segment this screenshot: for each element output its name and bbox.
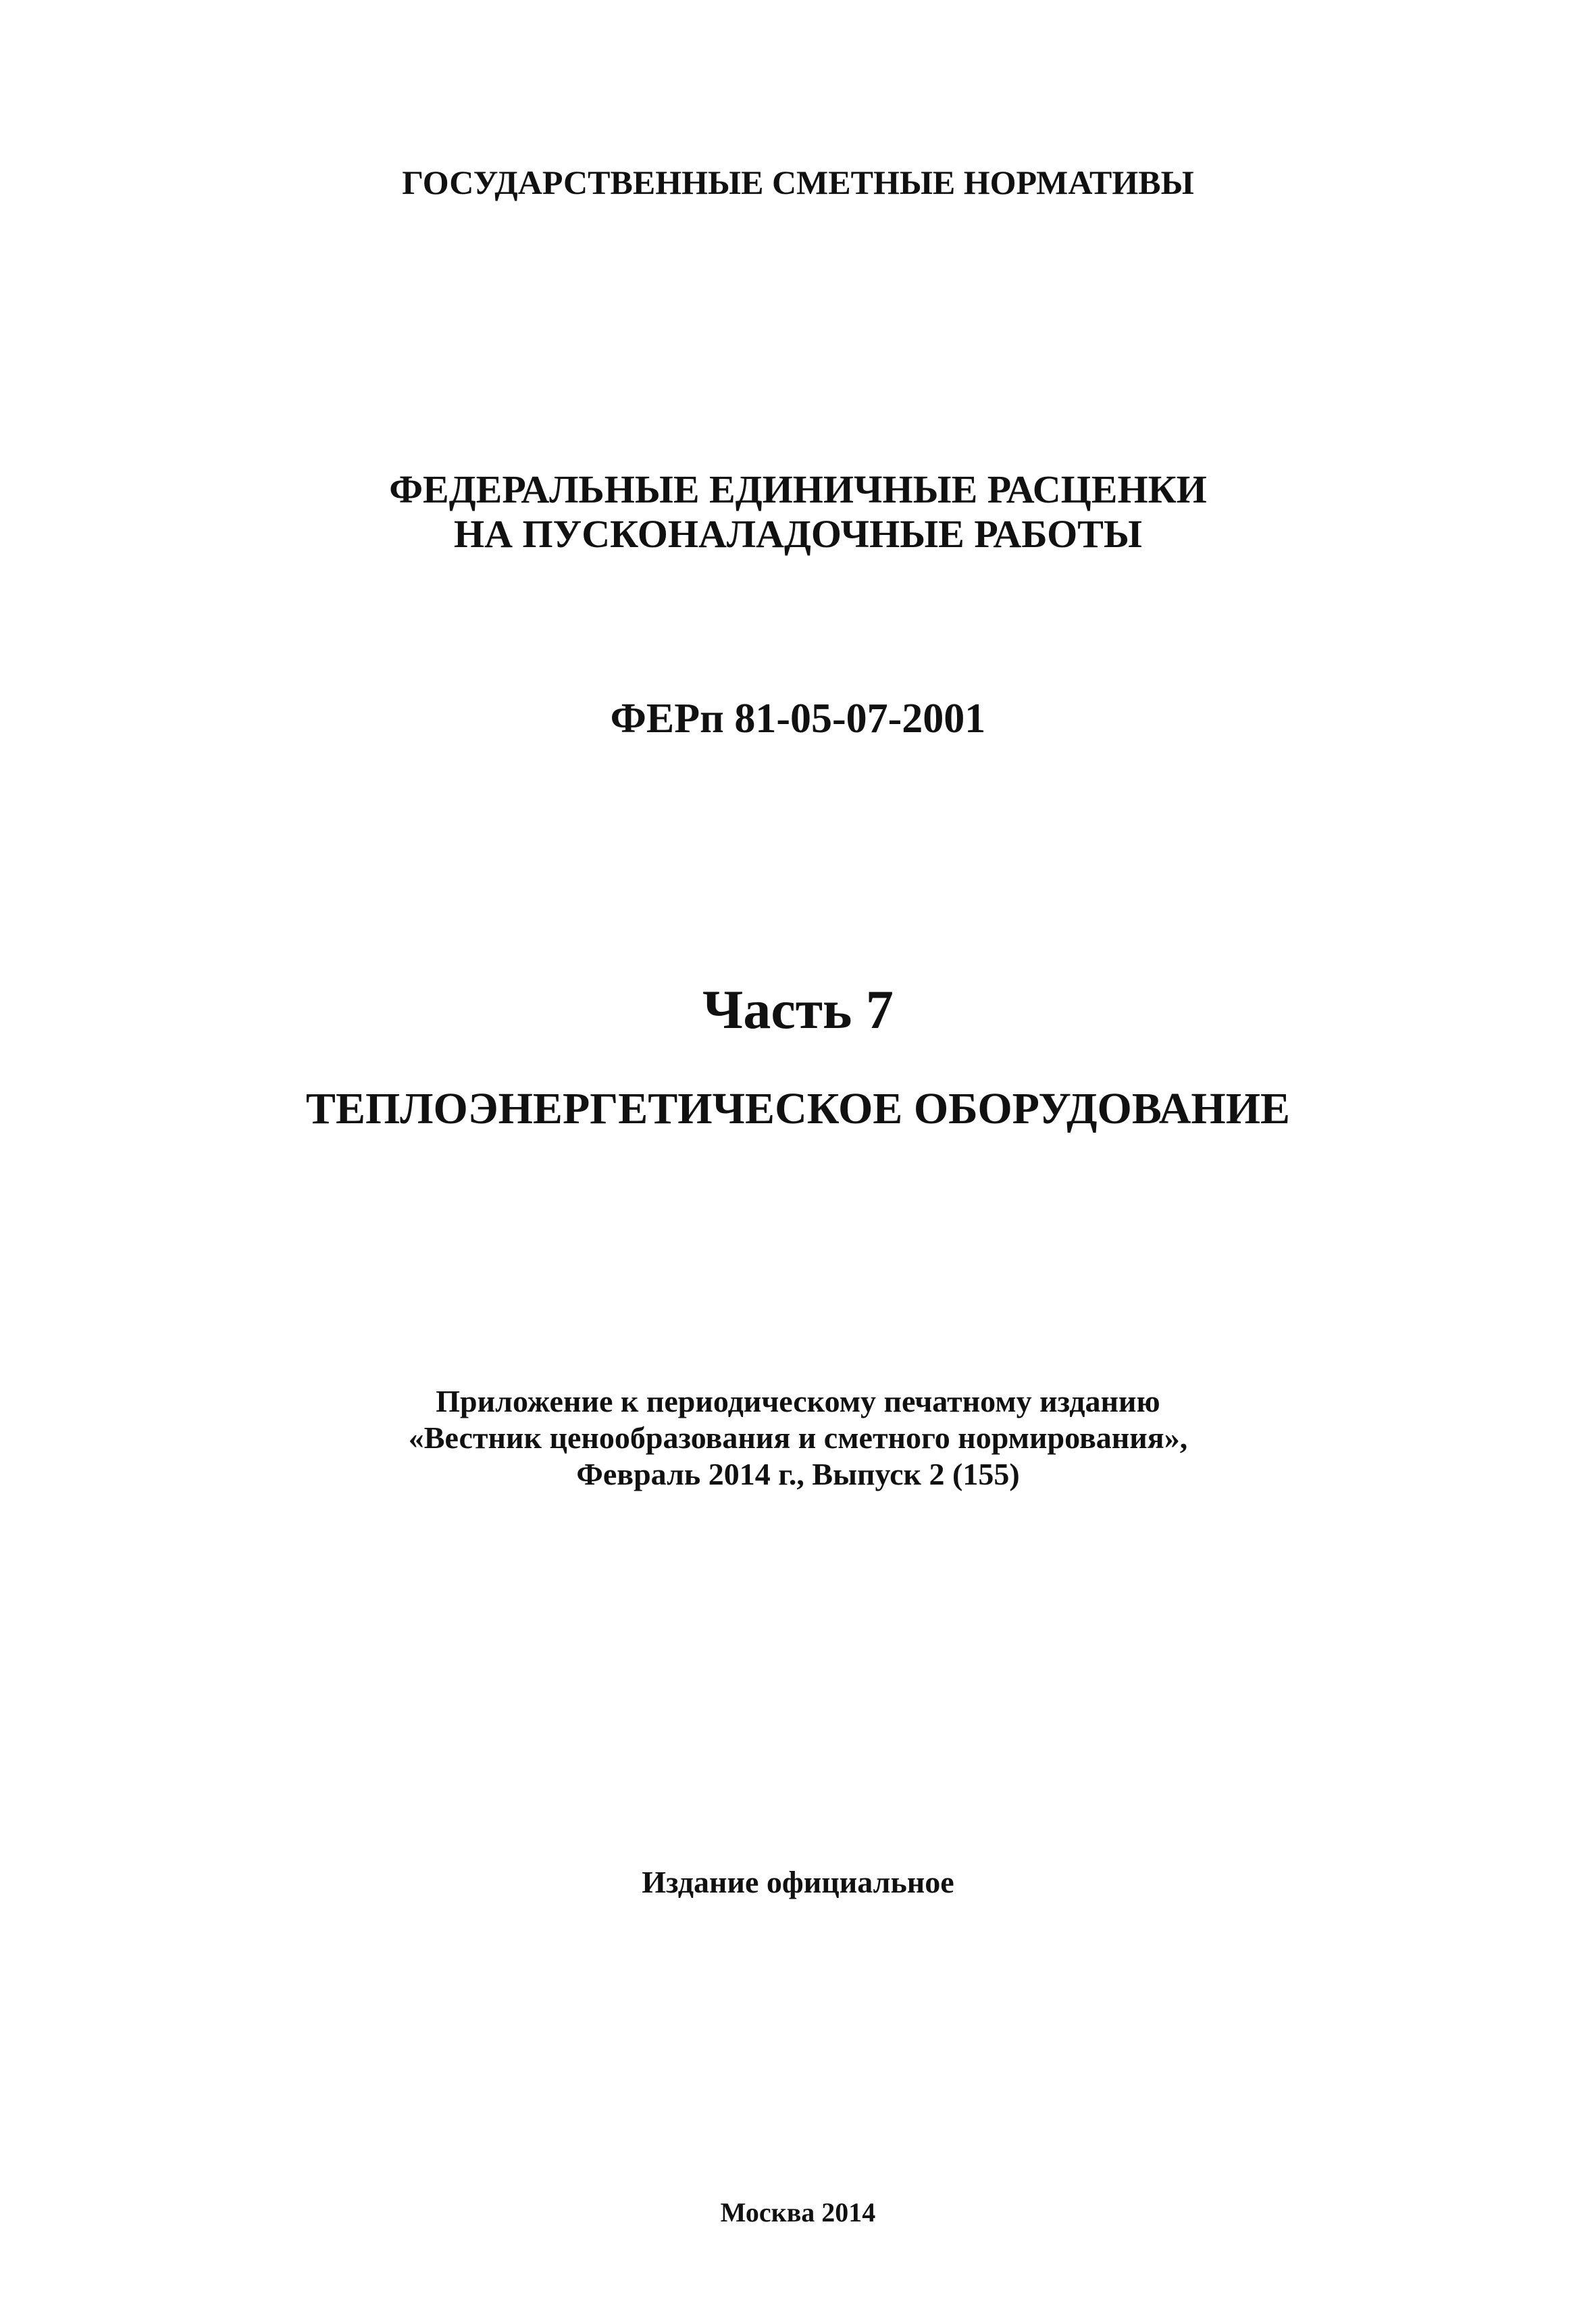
document-code-text: ФЕРп 81-05-07-2001 <box>610 696 986 742</box>
appendix-note-line-2: «Вестник ценообразования и сметного нормирования», <box>408 1420 1188 1455</box>
publication-place-year-text: Москва 2014 <box>720 2197 876 2228</box>
edition-label-text: Издание официальное <box>642 1865 954 1899</box>
part-number-text: Часть 7 <box>702 979 894 1040</box>
series-heading <box>0 162 1596 203</box>
part-subject-text: ТЕПЛОЭНЕРГЕТИЧЕСКОЕ ОБОРУДОВАНИЕ <box>305 1084 1291 1133</box>
edition-label <box>0 1864 1596 1901</box>
appendix-note-line-1: Приложение к периодическому печатному изданию <box>436 1384 1160 1418</box>
publication-place-year <box>0 2196 1596 2229</box>
appendix-note <box>0 1383 1596 1493</box>
document-code <box>0 694 1596 743</box>
document-title-line-2: НА ПУСКОНАЛАДОЧНЫЕ РАБОТЫ <box>454 512 1142 556</box>
part-number <box>0 978 1596 1042</box>
series-heading-text: ГОСУДАРСТВЕННЫЕ СМЕТНЫЕ НОРМАТИВЫ <box>402 163 1194 201</box>
part-subject <box>0 1083 1596 1135</box>
appendix-note-line-3: Февраль 2014 г., Выпуск 2 (155) <box>576 1457 1020 1491</box>
document-title-line-1: ФЕДЕРАЛЬНЫЕ ЕДИНИЧНЫЕ РАСЦЕНКИ <box>389 467 1207 511</box>
document-title <box>0 467 1596 557</box>
